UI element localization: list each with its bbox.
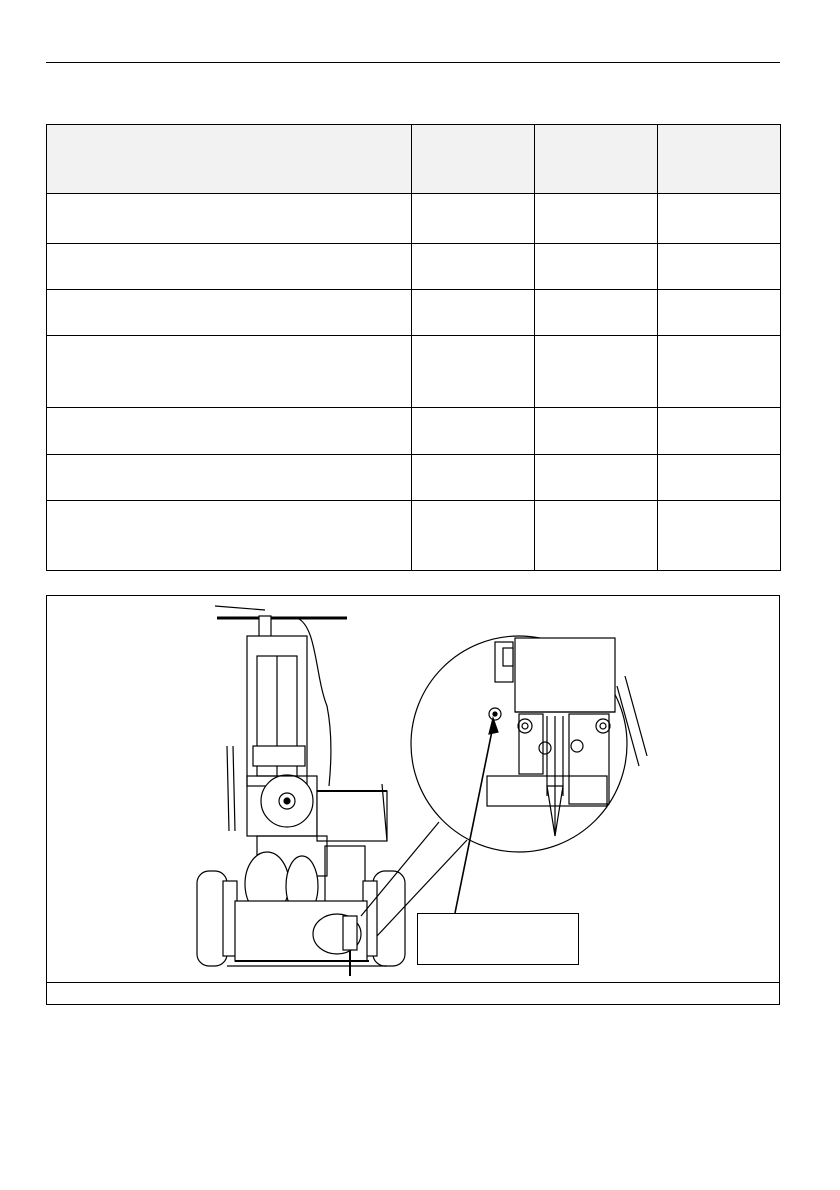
table-header-cell (412, 125, 535, 194)
machine-drawing (47, 596, 779, 982)
table-cell (658, 290, 781, 336)
table-cell (658, 336, 781, 408)
table-cell (47, 408, 412, 455)
table-header-cell (47, 125, 412, 194)
callout-box (417, 913, 579, 965)
table-cell (412, 290, 535, 336)
table-row (47, 244, 781, 290)
table-cell (658, 455, 781, 501)
table-cell (47, 336, 412, 408)
table-cell (658, 194, 781, 244)
table-cell (47, 455, 412, 501)
table-row (47, 290, 781, 336)
table-cell (412, 501, 535, 571)
table-row (47, 501, 781, 571)
table-cell (535, 290, 658, 336)
table-cell (412, 336, 535, 408)
spec-table (46, 124, 781, 571)
table-header-row (47, 125, 781, 194)
table-cell (412, 194, 535, 244)
table-cell (535, 501, 658, 571)
table-cell (658, 244, 781, 290)
header-rule (46, 62, 780, 63)
table-row (47, 455, 781, 501)
table-cell (47, 244, 412, 290)
table-cell (535, 336, 658, 408)
table-header-cell (658, 125, 781, 194)
machine-figure (46, 595, 780, 1005)
table-cell (412, 408, 535, 455)
figure-caption (47, 982, 779, 1004)
table-cell (412, 455, 535, 501)
table-cell (535, 194, 658, 244)
table-row (47, 194, 781, 244)
table-cell (47, 194, 412, 244)
table-cell (535, 408, 658, 455)
table-row (47, 336, 781, 408)
table-cell (535, 244, 658, 290)
table-header-cell (535, 125, 658, 194)
table-cell (47, 290, 412, 336)
table-cell (535, 455, 658, 501)
table-cell (47, 501, 412, 571)
table-cell (658, 408, 781, 455)
table-row (47, 408, 781, 455)
table-cell (412, 244, 535, 290)
table-cell (658, 501, 781, 571)
